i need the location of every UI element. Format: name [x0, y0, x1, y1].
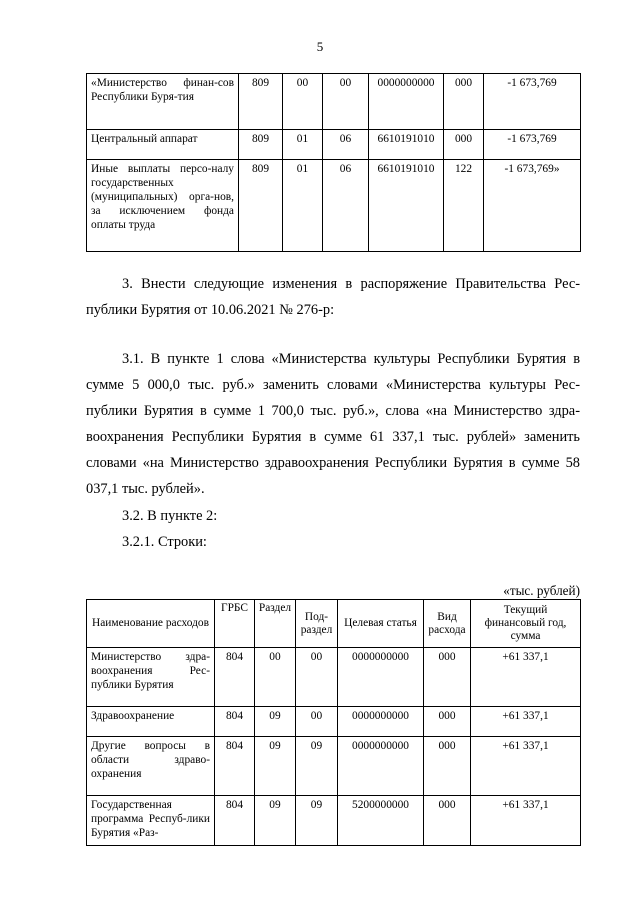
cell-vr: 000	[444, 130, 484, 160]
paragraph-3-2: 3.2. В пункте 2:	[122, 508, 218, 524]
cell-name: Центральный аппарат	[87, 130, 239, 160]
cell-cs: 6610191010	[369, 160, 444, 252]
table-row	[87, 796, 581, 846]
cell-vr: 122	[444, 160, 484, 252]
cell-razdel: 00	[255, 648, 296, 707]
cell-name: Иные выплаты персо-налу государственных (муниципальных) орга-нов, за исключением фонда оплаты труда	[87, 160, 239, 252]
table-row	[87, 130, 581, 160]
table-header-row	[87, 600, 581, 648]
cell-sum: -1 673,769»	[484, 160, 581, 252]
cell-podrazdel: 09	[296, 796, 338, 846]
cell-cs: 6610191010	[369, 130, 444, 160]
table-row	[87, 737, 581, 796]
cell-vr: 000	[444, 74, 484, 130]
page-number: 5	[316, 39, 324, 54]
cell-sum: +61 337,1	[471, 796, 581, 846]
cell-podrazdel: 00	[323, 74, 369, 130]
budget-table-ministry-finance	[86, 73, 581, 252]
header-vr: Вид расхода	[424, 600, 471, 648]
cell-podrazdel: 06	[323, 160, 369, 252]
paragraph-3-1: 3.1. В пункте 1 слова «Министерства культуры Республики Бурятия в сумме 5 000,0 тыс. руб.» заменить словами «Министерства культуры Рес-публики Бурятия в сумме 1 700,0 тыс. руб.», слова «на Министерство здра-воохранения Республики Бурятия в сумме 61 337,1 тыс. рублей» заменить словами «на Министерство здравоохранения Республики Бурятия в сумме 58 037,1 тыс. рублей».	[86, 351, 580, 497]
cell-sum: +61 337,1	[471, 737, 581, 796]
cell-grbs: 804	[215, 737, 255, 796]
cell-sum: +61 337,1	[471, 648, 581, 707]
cell-cs: 5200000000	[338, 796, 424, 846]
cell-vr: 000	[424, 707, 471, 737]
cell-grbs: 804	[215, 796, 255, 846]
cell-cs: 0000000000	[338, 737, 424, 796]
table-row	[87, 74, 581, 130]
cell-podrazdel: 06	[323, 130, 369, 160]
cell-cs: 0000000000	[338, 707, 424, 737]
table-row	[87, 707, 581, 737]
budget-table-ministry-health	[86, 599, 581, 846]
cell-sum: +61 337,1	[471, 707, 581, 737]
cell-razdel: 01	[283, 160, 323, 252]
table-row	[87, 160, 581, 252]
paragraph-3-2-1: 3.2.1. Строки:	[122, 534, 207, 550]
cell-razdel: 01	[283, 130, 323, 160]
header-sum: Текущий финансовый год, сумма	[471, 600, 581, 648]
cell-grbs: 809	[239, 130, 283, 160]
cell-name: Здравоохранение	[87, 707, 215, 737]
unit-label: «тыс. рублей)	[503, 583, 580, 598]
cell-podrazdel: 00	[296, 648, 338, 707]
cell-vr: 000	[424, 737, 471, 796]
header-name: Наименование расходов	[87, 600, 215, 648]
cell-sum: -1 673,769	[484, 74, 581, 130]
cell-grbs: 804	[215, 707, 255, 737]
header-razdel: Раздел	[255, 600, 296, 648]
cell-razdel: 09	[255, 796, 296, 846]
cell-vr: 000	[424, 648, 471, 707]
cell-razdel: 09	[255, 707, 296, 737]
cell-cs: 0000000000	[369, 74, 444, 130]
cell-name: Министерство здра-воохранения Рес-публики Бурятия	[87, 648, 215, 707]
paragraph-3: 3. Внести следующие изменения в распоряжение Правительства Рес-публики Бурятия от 10.06.2021 № 276-р:	[86, 276, 580, 318]
cell-name: «Министерство финан-сов Республики Буря-тия	[87, 74, 239, 130]
header-podrazdel: Под-раздел	[296, 600, 338, 648]
cell-grbs: 809	[239, 160, 283, 252]
cell-razdel: 09	[255, 737, 296, 796]
cell-podrazdel: 00	[296, 707, 338, 737]
cell-podrazdel: 09	[296, 737, 338, 796]
header-cs: Целевая статья	[338, 600, 424, 648]
header-grbs: ГРБС	[215, 600, 255, 648]
cell-grbs: 804	[215, 648, 255, 707]
cell-cs: 0000000000	[338, 648, 424, 707]
cell-sum: -1 673,769	[484, 130, 581, 160]
cell-name: Государственная программа Респуб-лики Бурятия «Раз-	[87, 796, 215, 846]
cell-razdel: 00	[283, 74, 323, 130]
cell-name: Другие вопросы в области здраво-охранения	[87, 737, 215, 796]
table-row	[87, 648, 581, 707]
cell-grbs: 809	[239, 74, 283, 130]
cell-vr: 000	[424, 796, 471, 846]
